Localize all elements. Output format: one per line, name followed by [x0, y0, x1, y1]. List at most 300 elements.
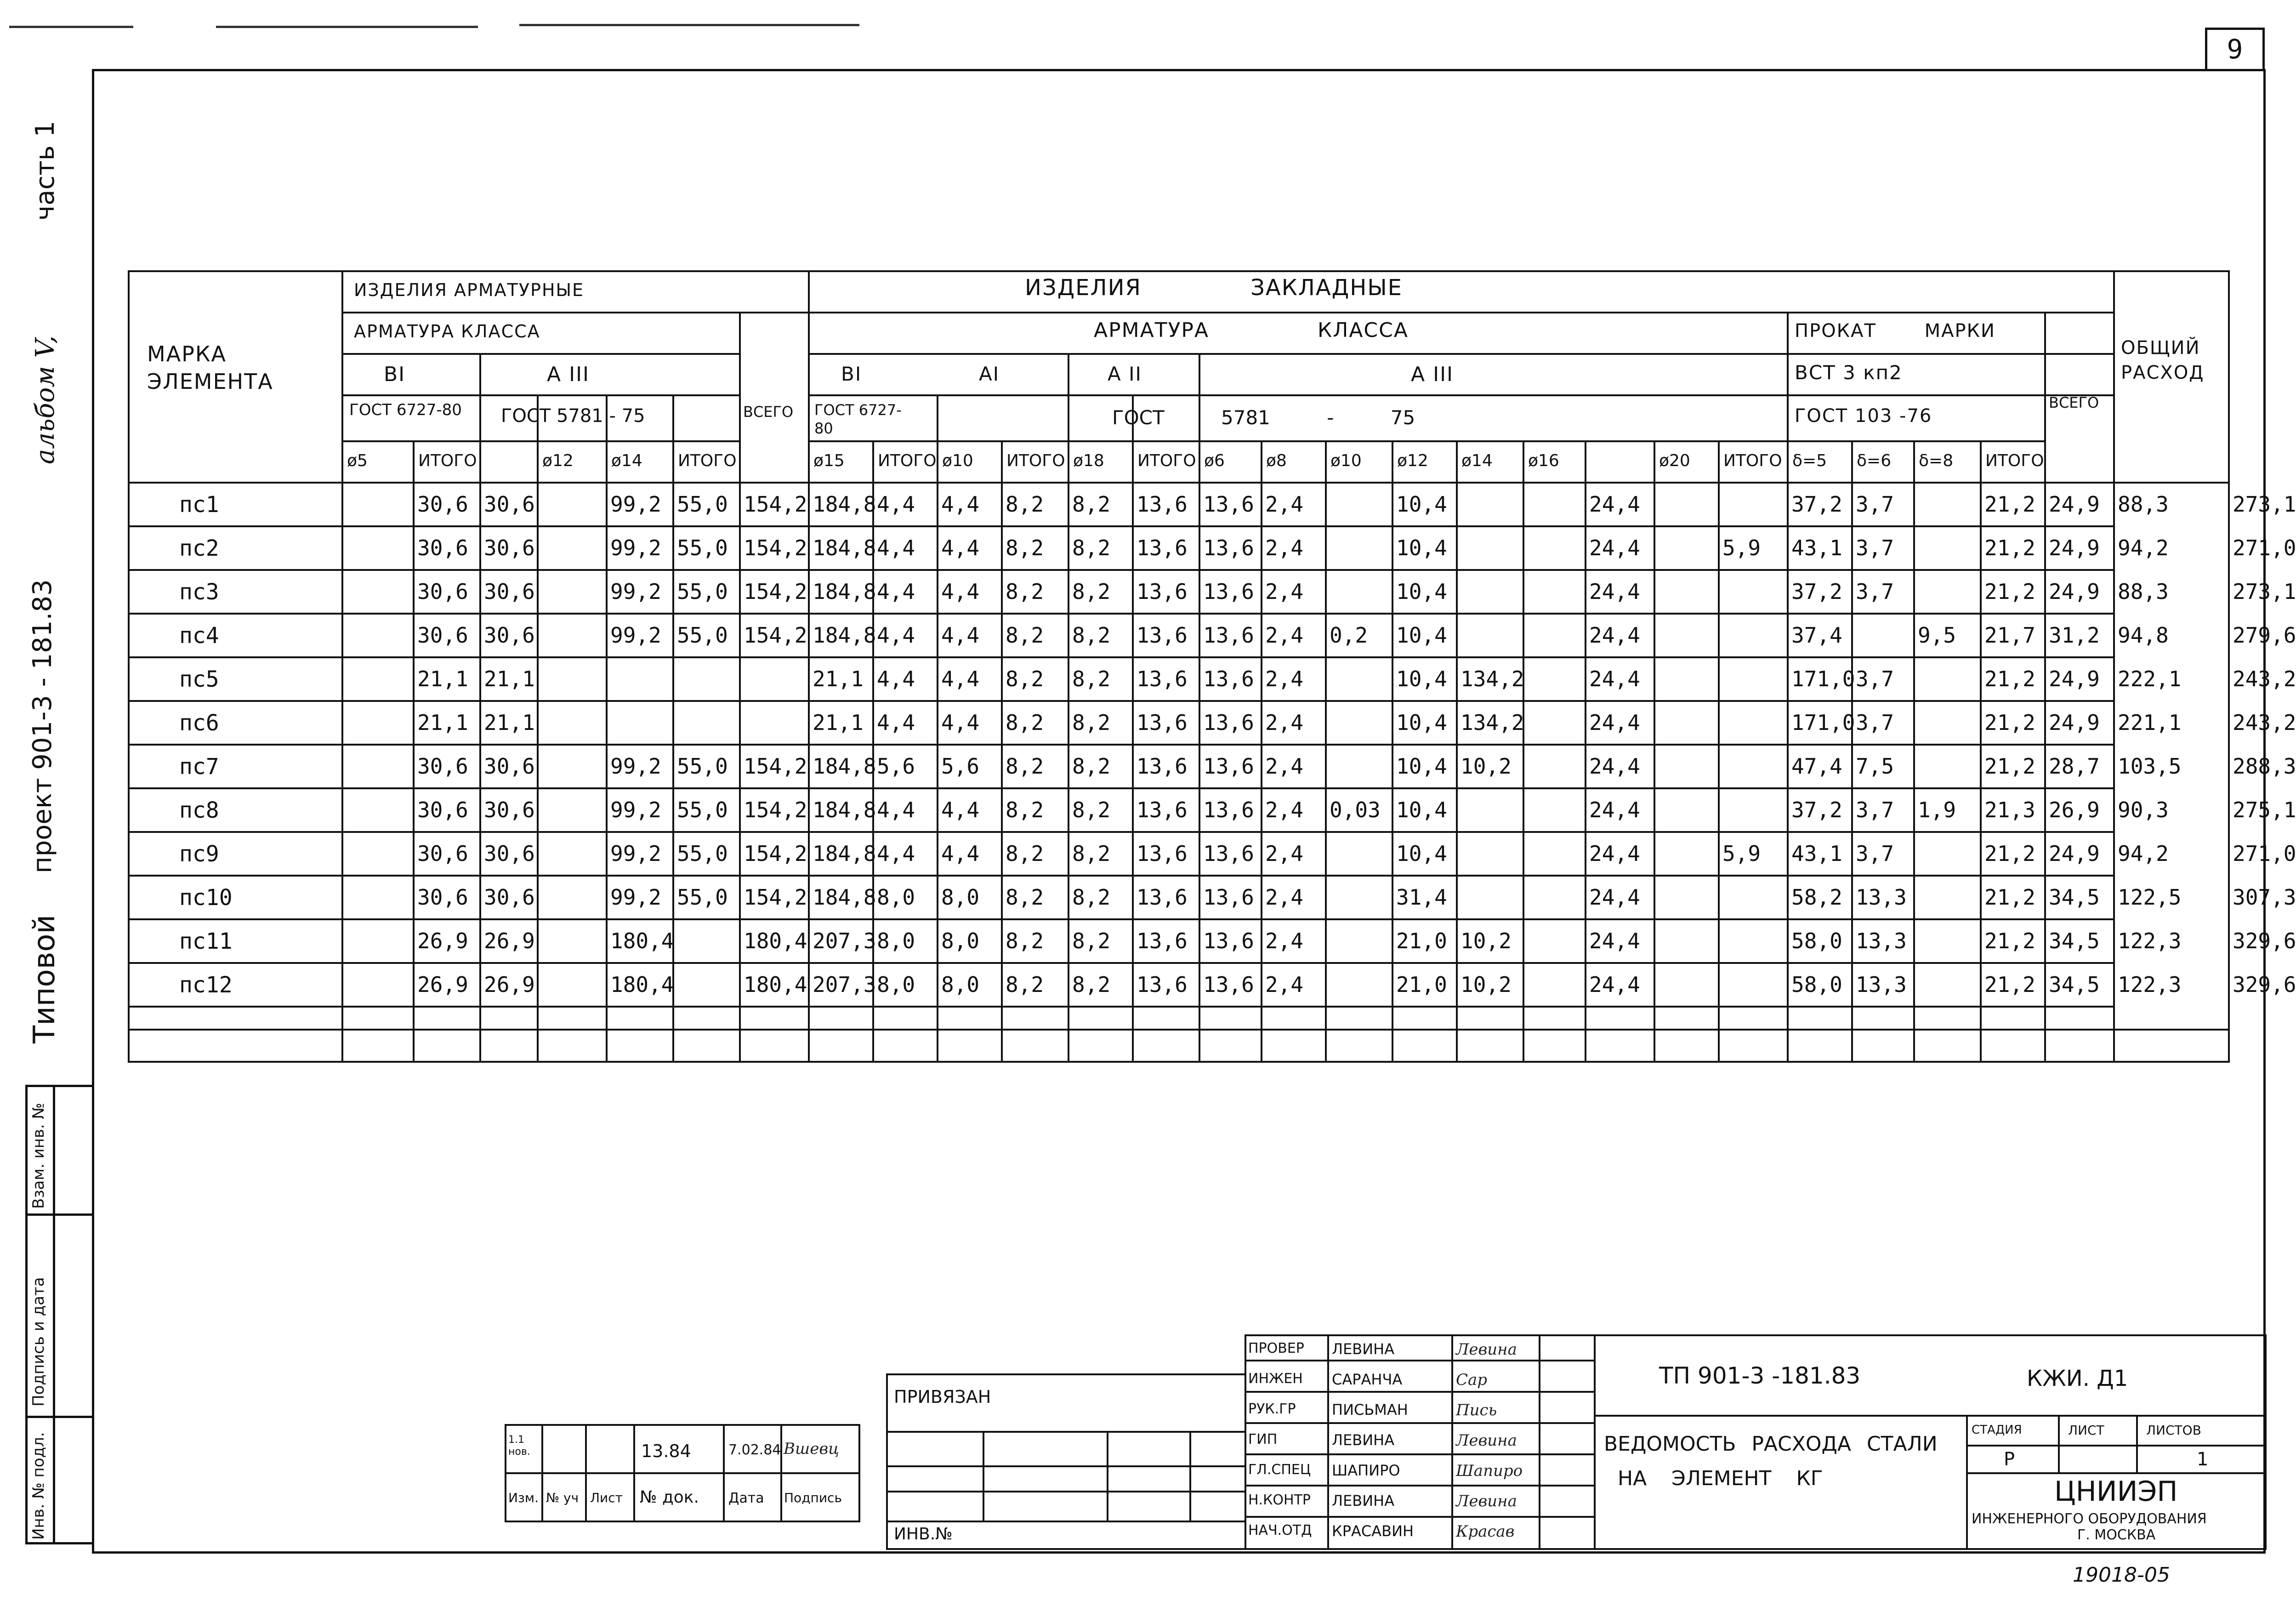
table-cell: 58,2	[1791, 885, 1842, 910]
table-cell: 171,0	[1791, 710, 1855, 735]
subheader-cell: ø15	[813, 451, 845, 470]
table-cell: 24,9	[2049, 579, 2100, 604]
table-cell: 31,4	[1396, 885, 1447, 910]
table-cell: 5,9	[1722, 841, 1761, 866]
table-cell: 2,4	[1265, 535, 1304, 560]
table-cell: 8,2	[1006, 710, 1044, 735]
table-cell: 58,0	[1791, 972, 1842, 997]
table-cell: 154,2	[744, 492, 807, 517]
titleblock-org-sub2: Г. МОСКВА	[2077, 1527, 2156, 1543]
table-cell: 30,6	[417, 797, 468, 822]
table-cell: 8,2	[1006, 885, 1044, 910]
rev-h-list: Лист	[590, 1490, 623, 1505]
table-cell: 24,4	[1589, 928, 1640, 953]
table-cell: 28,7	[2049, 754, 2100, 779]
subheader-cell: ИТОГО	[1137, 451, 1196, 470]
table-cell: 10,4	[1396, 710, 1447, 735]
subheader-cell: ø5	[347, 451, 368, 470]
table-cell: 24,4	[1589, 972, 1640, 997]
rev-h-ndok: № док.	[640, 1488, 699, 1507]
sheet-number: 9	[2205, 28, 2265, 71]
table-cell: 30,6	[484, 535, 535, 560]
table-cell: 21,1	[484, 666, 535, 691]
table-cell: 4,4	[877, 579, 915, 604]
side-stamp-podpis: Подпись и дата	[29, 1277, 48, 1407]
titleblock-org-sub1: ИНЖЕНЕРНОГО ОБОРУДОВАНИЯ	[1972, 1511, 2207, 1527]
table-cell: 34,5	[2049, 972, 2100, 997]
rev-h-podpis: Подпись	[784, 1490, 842, 1505]
table-cell: 26,9	[484, 972, 535, 997]
signature-role: ИНЖЕН	[1248, 1371, 1303, 1387]
subheader-cell: ø10	[942, 451, 973, 470]
row-marka: пс11	[179, 928, 233, 954]
subheader-cell: ø16	[1528, 451, 1559, 470]
table-cell: 47,4	[1791, 754, 1842, 779]
table-cell: 222,1	[2118, 666, 2182, 691]
table-cell: 7,5	[1856, 754, 1894, 779]
header-vsego-2: ВСЕГО	[2049, 394, 2099, 411]
table-cell: 30,6	[417, 841, 468, 866]
table-cell: 288,3	[2233, 754, 2296, 779]
table-cell: 10,4	[1396, 535, 1447, 560]
table-cell: 8,0	[877, 928, 915, 953]
row-marka: пс4	[179, 623, 219, 649]
table-cell: 8,2	[1006, 623, 1044, 648]
table-cell: 8,2	[1072, 710, 1111, 735]
table-cell: 10,2	[1461, 928, 1512, 953]
table-cell: 2,4	[1265, 666, 1304, 691]
side-stamp-inv-podl: Инв. № подл.	[29, 1432, 48, 1540]
table-cell: 55,0	[677, 754, 728, 779]
row-marka: пс1	[179, 492, 219, 518]
table-cell: 13,6	[1203, 928, 1254, 953]
table-cell: 13,6	[1137, 710, 1188, 735]
titleblock-title-1: ВЕДОМОСТЬ РАСХОДА СТАЛИ	[1604, 1432, 1938, 1456]
table-cell: 171,0	[1791, 666, 1855, 691]
table-cell: 4,4	[941, 841, 980, 866]
table-cell: 10,2	[1461, 972, 1512, 997]
table-cell: 8,2	[1072, 579, 1111, 604]
table-cell: 4,4	[941, 797, 980, 822]
table-cell: 55,0	[677, 841, 728, 866]
table-cell: 37,2	[1791, 492, 1842, 517]
signature-role: НАЧ.ОТД	[1248, 1522, 1312, 1538]
header-prokat-vst3kp2: ВСТ 3 кп2	[1795, 361, 1903, 384]
header-class-BI: ВI	[384, 363, 406, 386]
table-cell: 24,9	[2049, 841, 2100, 866]
titleblock-listov: 1	[2197, 1449, 2209, 1470]
table-cell: 21,1	[813, 666, 864, 691]
subheader-cell: ø18	[1073, 451, 1104, 470]
subheader-cell: ø8	[1266, 451, 1287, 470]
table-cell: 8,2	[1006, 841, 1044, 866]
table-cell: 58,0	[1791, 928, 1842, 953]
table-cell: 8,0	[877, 972, 915, 997]
table-cell: 88,3	[2118, 492, 2169, 517]
table-cell: 24,4	[1589, 492, 1640, 517]
signature-sig: Пись	[1456, 1401, 1497, 1419]
signature-sig: Левина	[1456, 1340, 1517, 1359]
table-cell: 13,6	[1203, 885, 1254, 910]
side-caption-part: часть 1	[30, 120, 60, 221]
table-cell: 30,6	[417, 754, 468, 779]
table-cell: 13,6	[1137, 885, 1188, 910]
table-cell: 3,7	[1856, 710, 1894, 735]
table-cell: 122,5	[2118, 885, 2182, 910]
table-cell: 8,2	[1072, 972, 1111, 997]
signature-name: ШАПИРО	[1332, 1462, 1400, 1479]
header-zakl-gost-5781: ГОСТ 5781 - 75	[1112, 406, 1415, 429]
header-zakl-BI: ВI	[841, 363, 862, 385]
table-cell: 55,0	[677, 535, 728, 560]
table-cell: 34,5	[2049, 928, 2100, 953]
signature-role: ГИП	[1248, 1431, 1278, 1447]
table-cell: 8,2	[1006, 797, 1044, 822]
table-cell: 0,2	[1330, 623, 1368, 648]
table-cell: 8,2	[1006, 579, 1044, 604]
table-cell: 3,7	[1856, 492, 1894, 517]
table-cell: 2,4	[1265, 492, 1304, 517]
table-cell: 43,1	[1791, 535, 1842, 560]
table-cell: 180,4	[610, 972, 674, 997]
table-cell: 8,2	[1072, 885, 1111, 910]
table-cell: 24,4	[1589, 666, 1640, 691]
signature-role: ПРОВЕР	[1248, 1340, 1304, 1356]
row-marka: пс5	[179, 666, 219, 692]
row-marka: пс7	[179, 754, 219, 780]
table-cell: 2,4	[1265, 841, 1304, 866]
table-cell: 99,2	[610, 623, 661, 648]
table-cell: 10,4	[1396, 841, 1447, 866]
table-cell: 8,2	[1006, 928, 1044, 953]
table-cell: 4,4	[941, 710, 980, 735]
table-cell: 21,2	[1984, 666, 2035, 691]
table-cell: 21,2	[1984, 492, 2035, 517]
table-cell: 184,8	[813, 579, 876, 604]
table-cell: 55,0	[677, 579, 728, 604]
table-cell: 184,8	[813, 885, 876, 910]
table-cell: 30,6	[484, 841, 535, 866]
subheader-cell: ИТОГО	[678, 451, 737, 470]
titleblock-stadia: Р	[2004, 1449, 2015, 1470]
table-cell: 21,2	[1984, 928, 2035, 953]
table-cell: 180,4	[610, 928, 674, 953]
table-cell: 3,7	[1856, 841, 1894, 866]
table-cell: 26,9	[417, 972, 468, 997]
table-cell: 273,1	[2233, 492, 2296, 517]
table-cell: 8,2	[1072, 492, 1111, 517]
table-cell: 2,4	[1265, 928, 1304, 953]
table-cell: 154,2	[744, 797, 807, 822]
table-cell: 99,2	[610, 492, 661, 517]
table-cell: 37,4	[1791, 623, 1842, 648]
table-cell: 4,4	[941, 579, 980, 604]
table-cell: 180,4	[744, 928, 807, 953]
header-vsego: ВСЕГО	[743, 403, 794, 421]
document-code: 19018-05	[2073, 1563, 2170, 1587]
table-cell: 122,3	[2118, 972, 2182, 997]
header-armatura-klassa: АРМАТУРА КЛАССА	[354, 321, 540, 342]
signature-sig: Левина	[1456, 1492, 1517, 1510]
subheader-cell: ИТОГО	[418, 451, 477, 470]
subheader-cell: ø14	[1461, 451, 1493, 470]
table-cell: 37,2	[1791, 579, 1842, 604]
signature-role: Н.КОНТР	[1248, 1492, 1311, 1508]
titleblock-code: ТП 901-3 -181.83	[1659, 1362, 1861, 1389]
table-cell: 8,2	[1072, 928, 1111, 953]
table-cell: 55,0	[677, 797, 728, 822]
table-cell: 2,4	[1265, 579, 1304, 604]
table-cell: 8,2	[1072, 666, 1111, 691]
table-cell: 13,6	[1137, 666, 1188, 691]
table-cell: 8,2	[1072, 623, 1111, 648]
titleblock-title-2: НА ЭЛЕМЕНТ КГ	[1618, 1467, 1823, 1490]
table-cell: 26,9	[484, 928, 535, 953]
table-cell: 13,6	[1137, 535, 1188, 560]
table-cell: 13,6	[1203, 754, 1254, 779]
table-cell: 13,6	[1203, 797, 1254, 822]
table-cell: 90,3	[2118, 797, 2169, 822]
table-cell: 10,2	[1461, 754, 1512, 779]
subheader-cell: ø10	[1330, 451, 1362, 470]
table-cell: 4,4	[877, 797, 915, 822]
subheader-cell: δ=5	[1792, 451, 1827, 470]
table-cell: 30,6	[484, 579, 535, 604]
titleblock-h-stadia: СТАДИЯ	[1972, 1423, 2022, 1437]
table-cell: 273,1	[2233, 579, 2296, 604]
table-cell: 94,2	[2118, 841, 2169, 866]
rev-izm: 1.1 нов.	[508, 1434, 530, 1458]
table-cell: 3,7	[1856, 797, 1894, 822]
table-cell: 5,9	[1722, 535, 1761, 560]
subheader-cell: ø20	[1659, 451, 1690, 470]
table-cell: 2,4	[1265, 797, 1304, 822]
table-cell: 13,6	[1203, 623, 1254, 648]
table-cell: 13,3	[1856, 972, 1907, 997]
table-cell: 8,0	[941, 972, 980, 997]
side-caption-typovoy: Типовой	[28, 914, 62, 1043]
table-cell: 13,6	[1203, 710, 1254, 735]
row-marka: пс10	[179, 885, 233, 911]
table-cell: 24,9	[2049, 710, 2100, 735]
table-cell: 207,3	[813, 928, 876, 953]
table-cell: 30,6	[417, 623, 468, 648]
table-cell: 13,3	[1856, 885, 1907, 910]
table-cell: 30,6	[484, 492, 535, 517]
table-cell: 8,0	[877, 885, 915, 910]
table-cell: 99,2	[610, 535, 661, 560]
table-cell: 99,2	[610, 841, 661, 866]
table-cell: 13,6	[1137, 579, 1188, 604]
signature-name: САРАНЧА	[1332, 1371, 1403, 1388]
table-cell: 30,6	[417, 579, 468, 604]
table-cell: 99,2	[610, 885, 661, 910]
header-prokat-marki: ПРОКАТ МАРКИ	[1795, 320, 1995, 342]
table-cell: 99,2	[610, 579, 661, 604]
table-cell: 30,6	[484, 754, 535, 779]
table-cell: 5,6	[877, 754, 915, 779]
table-cell: 307,3	[2233, 885, 2296, 910]
header-prokat-gost: ГОСТ 103 -76	[1795, 405, 1932, 427]
table-cell: 4,4	[941, 492, 980, 517]
table-cell: 13,6	[1203, 535, 1254, 560]
table-cell: 34,5	[2049, 885, 2100, 910]
table-cell: 13,6	[1203, 492, 1254, 517]
table-cell: 8,2	[1006, 754, 1044, 779]
table-cell: 271,0	[2233, 841, 2296, 866]
signature-name: КРАСАВИН	[1332, 1522, 1414, 1540]
table-cell: 30,6	[484, 623, 535, 648]
table-cell: 329,6	[2233, 972, 2296, 997]
row-marka: пс6	[179, 710, 219, 736]
table-cell: 184,8	[813, 623, 876, 648]
table-cell: 10,4	[1396, 623, 1447, 648]
table-cell: 21,7	[1984, 623, 2035, 648]
titleblock-kzh: КЖИ. Д1	[2027, 1366, 2128, 1391]
table-cell: 10,4	[1396, 579, 1447, 604]
rev-date: 7.02.84	[728, 1442, 781, 1458]
table-cell: 134,2	[1461, 666, 1524, 691]
header-gost-6727: ГОСТ 6727-80	[349, 401, 462, 419]
table-cell: 99,2	[610, 797, 661, 822]
table-cell: 24,9	[2049, 535, 2100, 560]
row-marka: пс12	[179, 972, 233, 998]
table-cell: 88,3	[2118, 579, 2169, 604]
row-marka: пс3	[179, 579, 219, 605]
subheader-cell: ø12	[542, 451, 574, 470]
table-cell: 13,6	[1203, 666, 1254, 691]
table-cell: 21,2	[1984, 972, 2035, 997]
table-cell: 21,0	[1396, 928, 1447, 953]
rev-list: 13.84	[641, 1441, 691, 1461]
table-cell: 8,2	[1006, 492, 1044, 517]
table-cell: 13,3	[1856, 928, 1907, 953]
table-cell: 154,2	[744, 579, 807, 604]
signature-name: ЛЕВИНА	[1332, 1492, 1395, 1509]
signature-sig: Красав	[1456, 1522, 1515, 1541]
table-cell: 184,8	[813, 535, 876, 560]
table-cell: 30,6	[417, 535, 468, 560]
table-cell: 13,6	[1137, 623, 1188, 648]
table-cell: 21,0	[1396, 972, 1447, 997]
table-cell: 13,6	[1137, 928, 1188, 953]
table-cell: 13,6	[1137, 972, 1188, 997]
table-cell: 4,4	[941, 666, 980, 691]
table-cell: 24,9	[2049, 492, 2100, 517]
table-cell: 13,6	[1137, 492, 1188, 517]
signature-role: РУК.ГР	[1248, 1401, 1296, 1417]
subheader-cell: δ=8	[1919, 451, 1954, 470]
subheader-cell: ИТОГО	[878, 451, 937, 470]
table-cell: 184,8	[813, 492, 876, 517]
table-cell: 184,8	[813, 797, 876, 822]
subheader-cell: ø12	[1397, 451, 1428, 470]
header-zakl-AII: А II	[1108, 363, 1142, 385]
table-cell: 221,1	[2118, 710, 2182, 735]
table-cell: 122,3	[2118, 928, 2182, 953]
inv-no-label: ИНВ.№	[894, 1525, 953, 1544]
table-cell: 271,0	[2233, 535, 2296, 560]
table-cell: 31,2	[2049, 623, 2100, 648]
table-cell: 13,6	[1203, 579, 1254, 604]
table-cell: 30,6	[417, 885, 468, 910]
table-cell: 329,6	[2233, 928, 2296, 953]
table-cell: 24,4	[1589, 754, 1640, 779]
table-cell: 30,6	[484, 885, 535, 910]
table-cell: 99,2	[610, 754, 661, 779]
table-cell: 4,4	[877, 666, 915, 691]
privyazan-label: ПРИВЯЗАН	[894, 1387, 991, 1407]
row-marka: пс2	[179, 535, 219, 561]
table-cell: 94,2	[2118, 535, 2169, 560]
table-cell: 24,4	[1589, 579, 1640, 604]
table-cell: 13,6	[1203, 841, 1254, 866]
table-cell: 55,0	[677, 885, 728, 910]
signature-name: ПИСЬМАН	[1332, 1401, 1408, 1418]
table-cell: 10,4	[1396, 492, 1447, 517]
table-cell: 37,2	[1791, 797, 1842, 822]
table-cell: 21,1	[484, 710, 535, 735]
table-cell: 103,5	[2118, 754, 2182, 779]
table-cell: 180,4	[744, 972, 807, 997]
header-class-AIII: А III	[547, 363, 590, 386]
table-cell: 30,6	[417, 492, 468, 517]
table-cell: 279,6	[2233, 623, 2296, 648]
table-cell: 8,0	[941, 928, 980, 953]
table-cell: 13,6	[1203, 972, 1254, 997]
table-cell: 21,1	[417, 666, 468, 691]
header-zakl-AI: АI	[979, 363, 1000, 385]
header-marka: МАРКА ЭЛЕМЕНТА	[147, 342, 273, 394]
signature-name: ЛЕВИНА	[1332, 1431, 1395, 1449]
table-cell: 21,2	[1984, 885, 2035, 910]
table-cell: 0,03	[1330, 797, 1381, 822]
table-cell: 55,0	[677, 492, 728, 517]
table-cell: 10,4	[1396, 754, 1447, 779]
table-cell: 275,1	[2233, 797, 2296, 822]
table-cell: 10,4	[1396, 797, 1447, 822]
table-cell: 21,1	[813, 710, 864, 735]
signature-sig: Шапиро	[1456, 1462, 1523, 1480]
table-cell: 43,1	[1791, 841, 1842, 866]
side-caption-project: проект 901-3 - 181.83	[28, 579, 57, 873]
table-cell: 30,6	[484, 797, 535, 822]
header-izdeliya-zakladnye: ИЗДЕЛИЯ ЗАКЛАДНЫЕ	[1025, 275, 1403, 301]
table-cell: 154,2	[744, 841, 807, 866]
table-cell: 4,4	[877, 710, 915, 735]
table-cell: 4,4	[877, 623, 915, 648]
header-zakl-AIII: А III	[1411, 363, 1454, 386]
table-cell: 154,2	[744, 535, 807, 560]
table-cell: 21,2	[1984, 841, 2035, 866]
table-cell: 21,2	[1984, 710, 2035, 735]
table-cell: 24,4	[1589, 885, 1640, 910]
table-cell: 13,6	[1137, 754, 1188, 779]
table-cell: 243,2	[2233, 710, 2296, 735]
table-cell: 8,2	[1006, 666, 1044, 691]
table-cell: 55,0	[677, 623, 728, 648]
header-zakl-gost-6727: ГОСТ 6727-80	[814, 401, 902, 437]
row-marka: пс8	[179, 797, 219, 823]
subheader-cell: ø14	[611, 451, 642, 470]
titleblock-h-listov: ЛИСТОВ	[2146, 1423, 2201, 1438]
table-cell: 4,4	[941, 623, 980, 648]
table-cell: 24,4	[1589, 623, 1640, 648]
side-stamp-vzam: Взам. инв. №	[29, 1103, 48, 1209]
table-cell: 4,4	[941, 535, 980, 560]
table-cell: 21,2	[1984, 579, 2035, 604]
table-cell: 3,7	[1856, 666, 1894, 691]
